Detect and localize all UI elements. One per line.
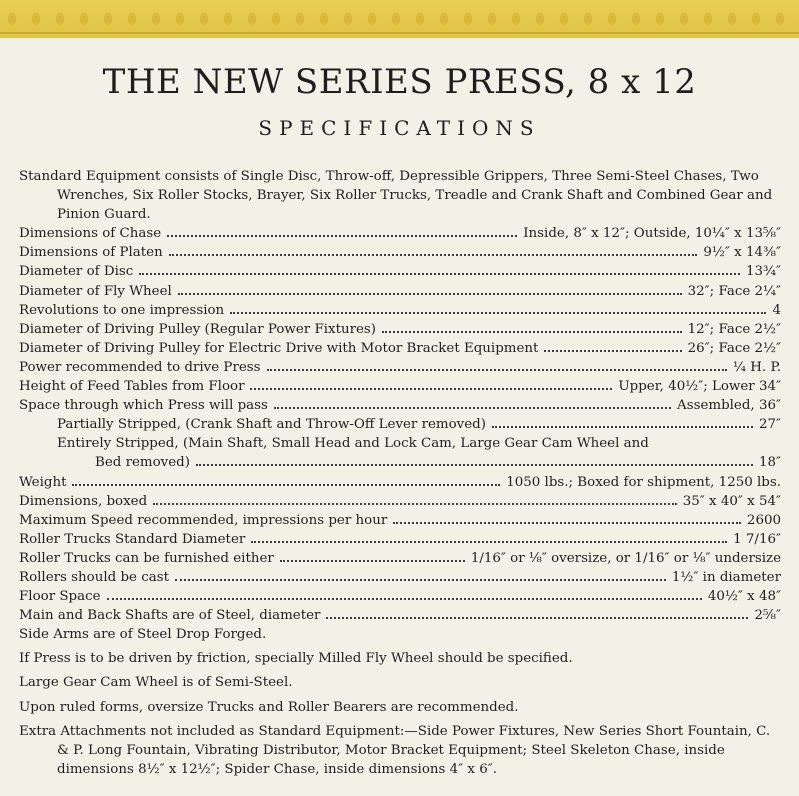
spec-entirely-stripped-line: Entirely Stripped, (Main Shaft, Small Head and Lock Cam, Large Gear Cam Wheel and bbox=[57, 436, 649, 452]
spec-value: Assembled, 36″ bbox=[677, 398, 781, 414]
spec-row bbox=[19, 511, 781, 530]
notes-list bbox=[19, 625, 781, 716]
spec-label: Floor Space bbox=[19, 589, 101, 605]
spec-value: 1050 lbs.; Boxed for shipment, 1250 lbs. bbox=[506, 474, 781, 490]
dot-leader bbox=[274, 407, 671, 409]
dot-leader bbox=[251, 541, 727, 543]
note-line: Upon ruled forms, oversize Trucks and Roller Bearers are recommended. bbox=[19, 699, 519, 715]
decorative-border bbox=[0, 0, 799, 38]
spec-value: 1/16″ or ⅛″ oversize, or 1/16″ or ⅛″ undersize bbox=[470, 550, 781, 566]
spec-value: 1 7/16″ bbox=[733, 531, 781, 547]
standard-equipment-text: Standard Equipment consists of Single Disc, Throw-off, Depressible Grippers, Three Semi-Steel Chases, Two Wrenches, Six Roller Stocks, Brayer, Six Roller Trucks, Treadle and Crank Shaft and Combined Gear and Pinion Guard. bbox=[19, 169, 773, 223]
spec-label: Dimensions of Chase bbox=[19, 226, 162, 242]
spec-value: 40½″ x 48″ bbox=[707, 589, 781, 605]
spec-label: Revolutions to one impression bbox=[19, 302, 225, 318]
spec-row-entirely-stripped bbox=[19, 453, 781, 472]
spec-value: 12″; Face 2½″ bbox=[687, 321, 781, 337]
dot-leader bbox=[169, 254, 698, 256]
dot-leader bbox=[107, 598, 702, 600]
dot-leader bbox=[139, 273, 740, 275]
spec-label: Diameter of Disc bbox=[19, 264, 134, 280]
dot-leader bbox=[544, 350, 681, 352]
dot-leader bbox=[326, 617, 748, 619]
spec-row bbox=[19, 377, 781, 396]
specifications-list bbox=[19, 167, 781, 779]
specs-group-1 bbox=[19, 224, 781, 415]
spec-row bbox=[19, 262, 781, 281]
dot-leader bbox=[72, 484, 500, 486]
specs-group-2 bbox=[19, 473, 781, 626]
spec-row bbox=[19, 473, 781, 492]
spec-row bbox=[19, 358, 781, 377]
spec-value: 18″ bbox=[758, 455, 781, 471]
spec-label: Diameter of Driving Pulley (Regular Power Fixtures) bbox=[19, 321, 377, 337]
dot-leader bbox=[153, 503, 677, 505]
spec-label: Roller Trucks Standard Diameter bbox=[19, 531, 246, 547]
spec-value: 4 bbox=[772, 302, 781, 318]
dot-leader bbox=[280, 560, 465, 562]
dot-leader bbox=[175, 579, 666, 581]
spec-label: Partially Stripped, (Crank Shaft and Throw-Off Lever removed) bbox=[57, 417, 486, 433]
spec-value: 2⅝″ bbox=[754, 608, 781, 624]
spec-row bbox=[19, 492, 781, 511]
note-line: If Press is to be driven by friction, specially Milled Fly Wheel should be specified. bbox=[19, 651, 573, 667]
spec-value: Upper, 40½″; Lower 34″ bbox=[618, 379, 781, 395]
spec-label: Roller Trucks can be furnished either bbox=[19, 550, 274, 566]
dot-leader bbox=[167, 235, 517, 237]
dot-leader bbox=[492, 426, 753, 428]
spec-row bbox=[19, 301, 781, 320]
dot-leader bbox=[393, 522, 741, 524]
spec-row bbox=[19, 549, 781, 568]
spec-label: Bed removed) bbox=[95, 455, 190, 471]
spec-value: 9½″ x 14⅜″ bbox=[703, 245, 781, 261]
spec-row-partially-stripped bbox=[19, 415, 781, 434]
spec-row bbox=[19, 320, 781, 339]
spec-label: Height of Feed Tables from Floor bbox=[19, 379, 245, 395]
extra-attachments-text: Extra Attachments not included as Standard Equipment:—Side Power Fixtures, New Series Short Fountain, C. & P. Long Fountain, Vibrating Distributor, Motor Bracket Equipment; Steel Skeleton Chase, inside dimensions 8½″ x 12½″; Spider Chase, inside dimensions 4″ x 6″. bbox=[19, 723, 771, 777]
spec-label: Dimensions, boxed bbox=[19, 493, 148, 509]
spec-label: Diameter of Fly Wheel bbox=[19, 283, 172, 299]
spec-value: 2600 bbox=[746, 512, 781, 528]
note-line: Large Gear Cam Wheel is of Semi-Steel. bbox=[19, 675, 293, 691]
spec-row bbox=[19, 587, 781, 606]
dot-leader bbox=[230, 312, 766, 314]
spec-row bbox=[19, 243, 781, 262]
spec-value: 26″; Face 2½″ bbox=[687, 340, 781, 356]
spec-value: 32″; Face 2¼″ bbox=[687, 283, 781, 299]
spec-label: Dimensions of Platen bbox=[19, 245, 163, 261]
page-title: THE NEW SERIES PRESS, 8 x 12 bbox=[102, 62, 697, 102]
spec-row bbox=[19, 396, 781, 415]
spec-label: Rollers should be cast bbox=[19, 569, 169, 585]
spec-row bbox=[19, 282, 781, 301]
dot-leader bbox=[178, 293, 682, 295]
spec-label: Power recommended to drive Press bbox=[19, 359, 261, 375]
spec-label: Weight bbox=[19, 474, 67, 490]
spec-row bbox=[19, 530, 781, 549]
spec-value: 35″ x 40″ x 54″ bbox=[682, 493, 781, 509]
spec-row bbox=[19, 568, 781, 587]
spec-row bbox=[19, 606, 781, 625]
dot-leader bbox=[250, 388, 612, 390]
note-line: Side Arms are of Steel Drop Forged. bbox=[19, 627, 267, 643]
dot-leader bbox=[382, 331, 682, 333]
spec-label: Main and Back Shafts are of Steel, diameter bbox=[19, 608, 321, 624]
spec-value: 13¾″ bbox=[745, 264, 781, 280]
spec-row bbox=[19, 224, 781, 243]
spec-value: 27″ bbox=[758, 417, 781, 433]
spec-label: Diameter of Driving Pulley for Electric Drive with Motor Bracket Equipment bbox=[19, 340, 539, 356]
spec-value: Inside, 8″ x 12″; Outside, 10¼″ x 13⅝″ bbox=[523, 226, 781, 242]
spec-label: Space through which Press will pass bbox=[19, 398, 268, 414]
page-subtitle: SPECIFICATIONS bbox=[258, 116, 541, 140]
spec-value: ¼ H. P. bbox=[733, 359, 781, 375]
dot-leader bbox=[196, 464, 753, 466]
dot-leader bbox=[267, 369, 728, 371]
spec-label: Maximum Speed recommended, impressions per hour bbox=[19, 512, 388, 528]
spec-value: 1½″ in diameter bbox=[671, 569, 781, 585]
spec-row bbox=[19, 339, 781, 358]
